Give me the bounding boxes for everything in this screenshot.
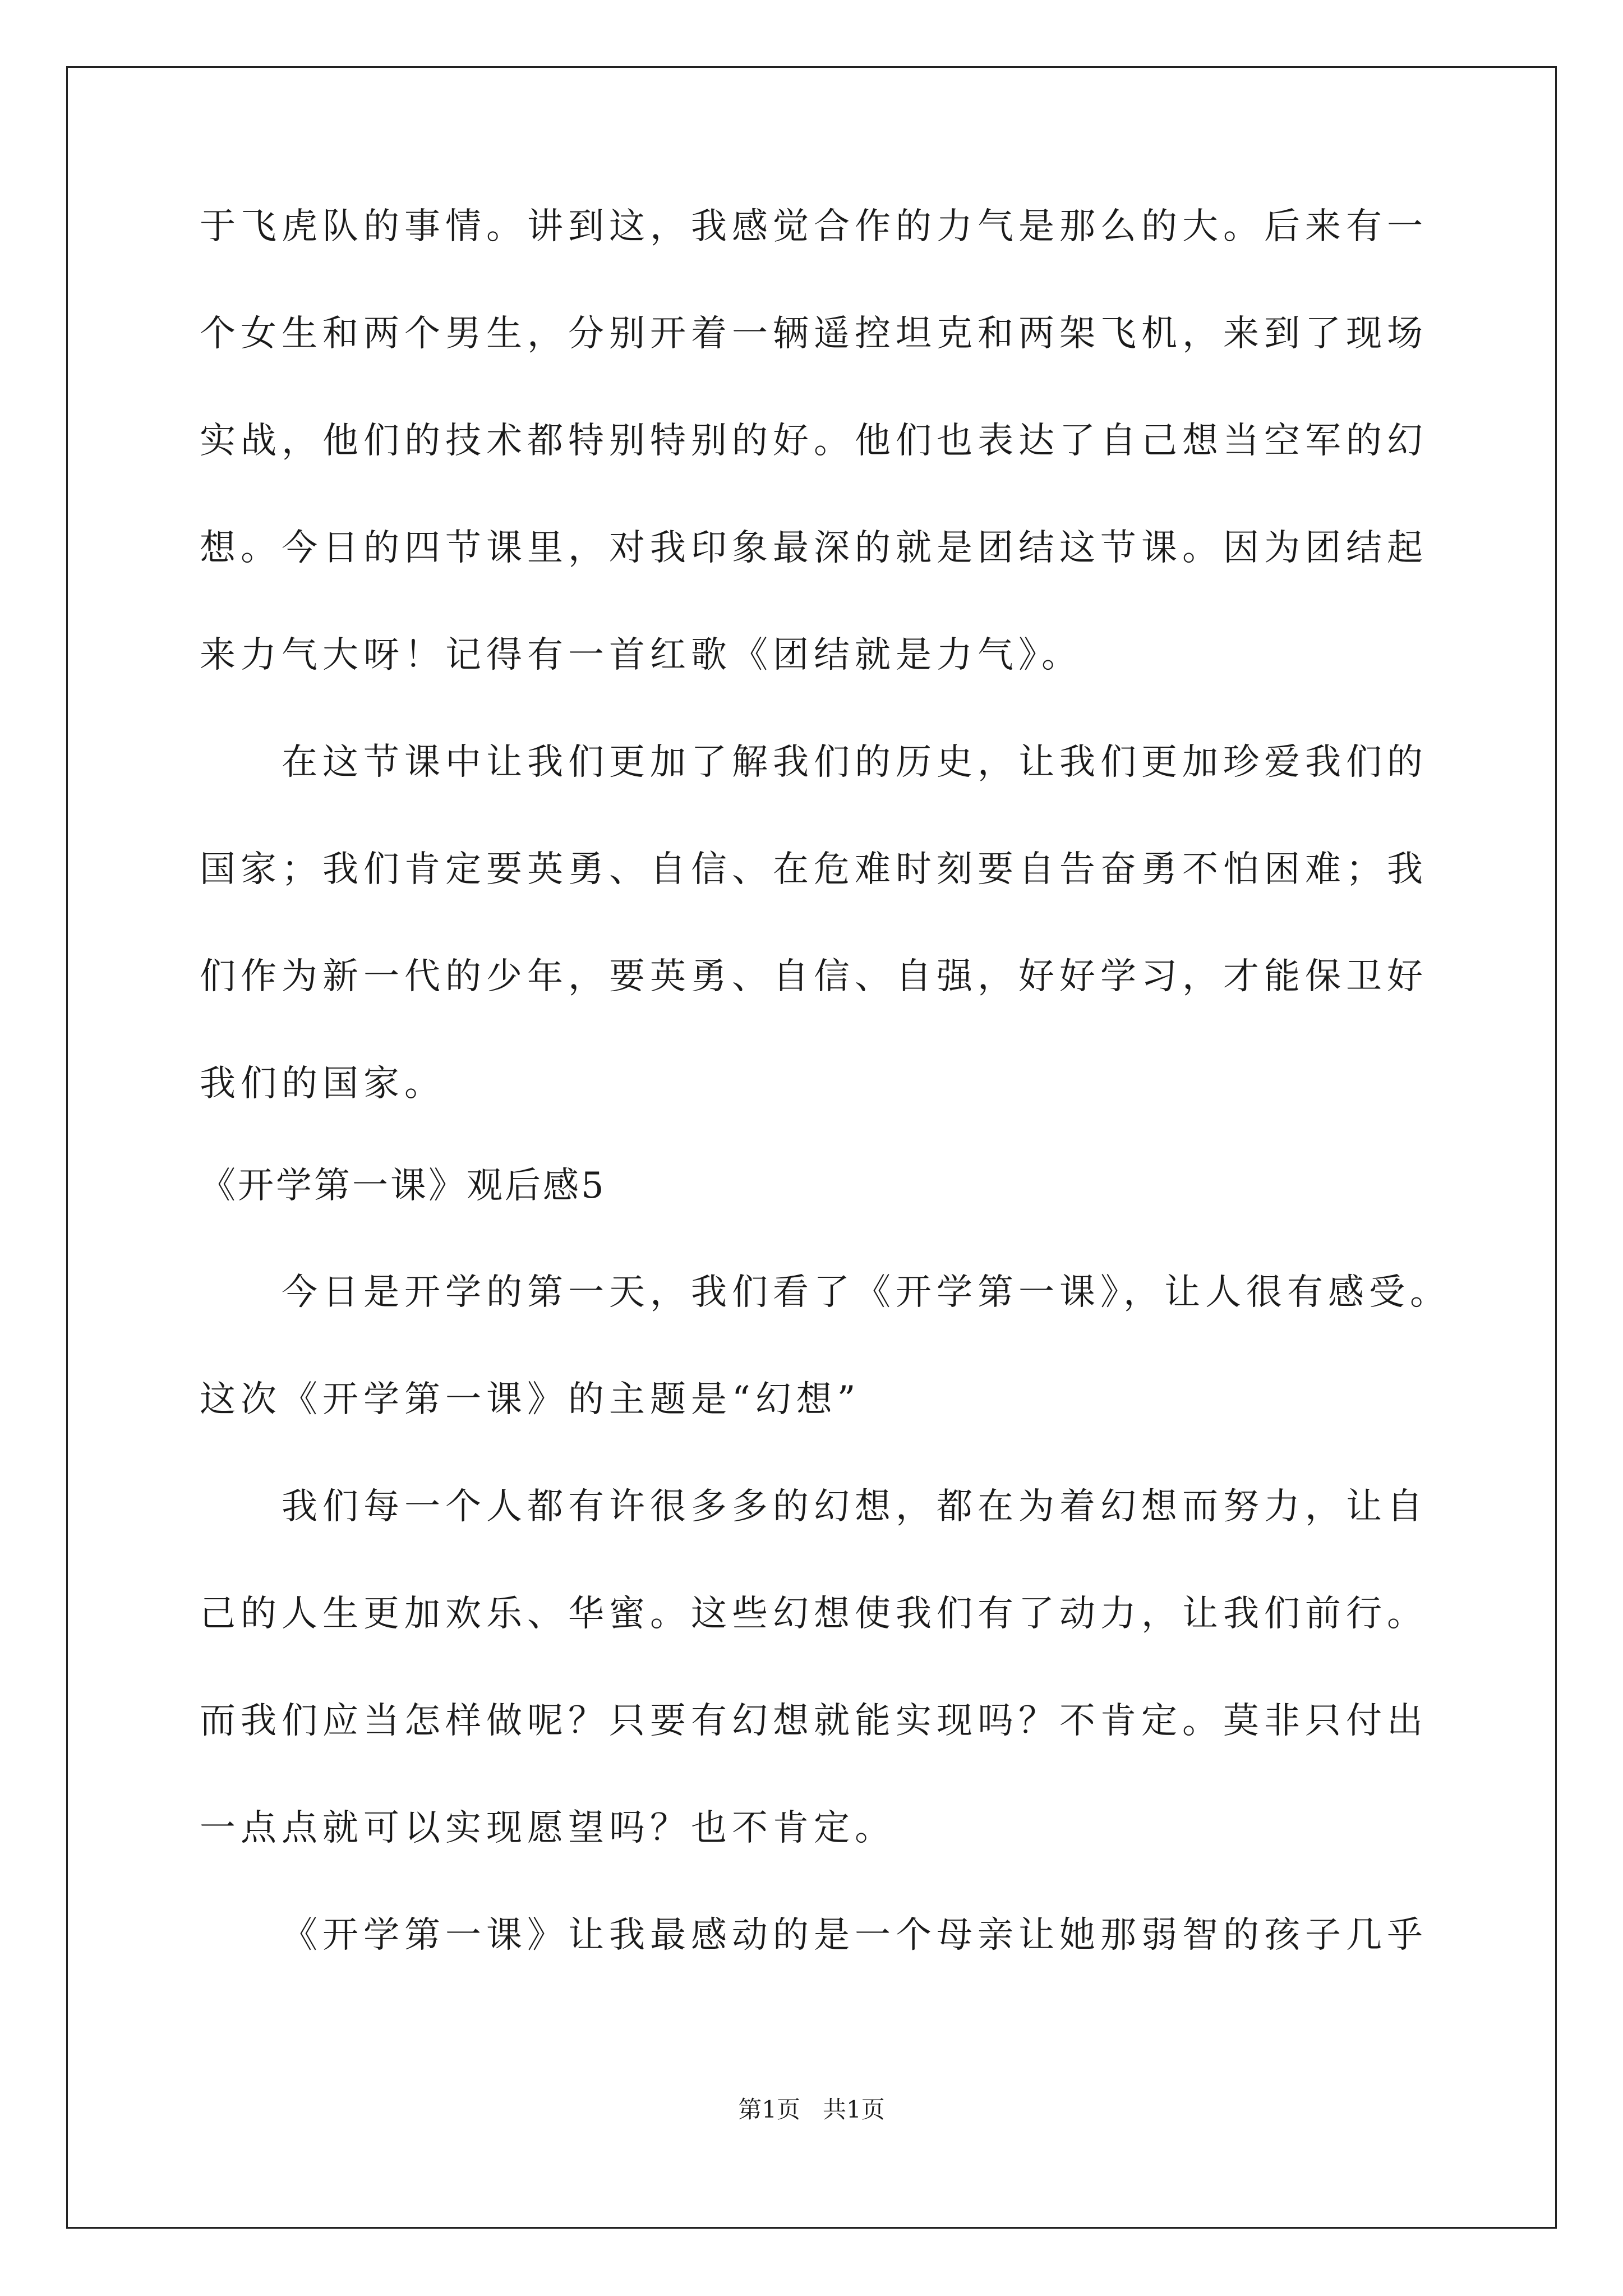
body-line: 《开学第一课》让我最感动的是一个母亲让她那弱智的孩子几乎 <box>282 1915 1428 1956</box>
body-line: 在这节课中让我们更加了解我们的历史，让我们更加珍爱我们的 <box>282 742 1428 783</box>
body-line: 今日是开学的第一天，我们看了《开学第一课》，让人很有感受。 <box>282 1272 1451 1313</box>
page-border <box>66 66 1557 2229</box>
body-line: 而我们应当怎样做呢？只要有幻想就能实现吗？不肯定。莫非只付出 <box>200 1700 1428 1742</box>
body-line: 一点点就可以实现愿望吗？也不肯定。 <box>200 1807 896 1849</box>
body-line: 想。今日的四节课里，对我印象最深的就是团结这节课。因为团结起 <box>200 527 1428 569</box>
body-line: 来力气大呀！记得有一首红歌《团结就是力气》。 <box>200 634 1082 676</box>
section-heading: 《开学第一课》观后感5 <box>200 1165 606 1207</box>
body-line: 个女生和两个男生，分别开着一辆遥控坦克和两架飞机，来到了现场 <box>200 313 1428 355</box>
body-line: 国家；我们肯定要英勇、自信、在危难时刻要自告奋勇不怕困难；我 <box>200 849 1428 890</box>
body-line: 我们每一个人都有许很多多的幻想，都在为着幻想而努力，让自 <box>282 1486 1428 1527</box>
body-line: 这次《开学第一课》的主题是“幻想” <box>200 1379 861 1420</box>
body-line: 们作为新一代的少年，要英勇、自信、自强，好好学习，才能保卫好 <box>200 956 1428 997</box>
page-number-footer: 第1页 共1页 <box>738 2096 885 2123</box>
body-line: 己的人生更加欢乐、华蜜。这些幻想使我们有了动力，让我们前行。 <box>200 1593 1428 1635</box>
body-line: 实战，他们的技术都特别特别的好。他们也表达了自己想当空军的幻 <box>200 420 1428 462</box>
body-line: 于飞虎队的事情。讲到这，我感觉合作的力气是那么的大。后来有一 <box>200 206 1428 247</box>
body-line: 我们的国家。 <box>200 1063 445 1105</box>
